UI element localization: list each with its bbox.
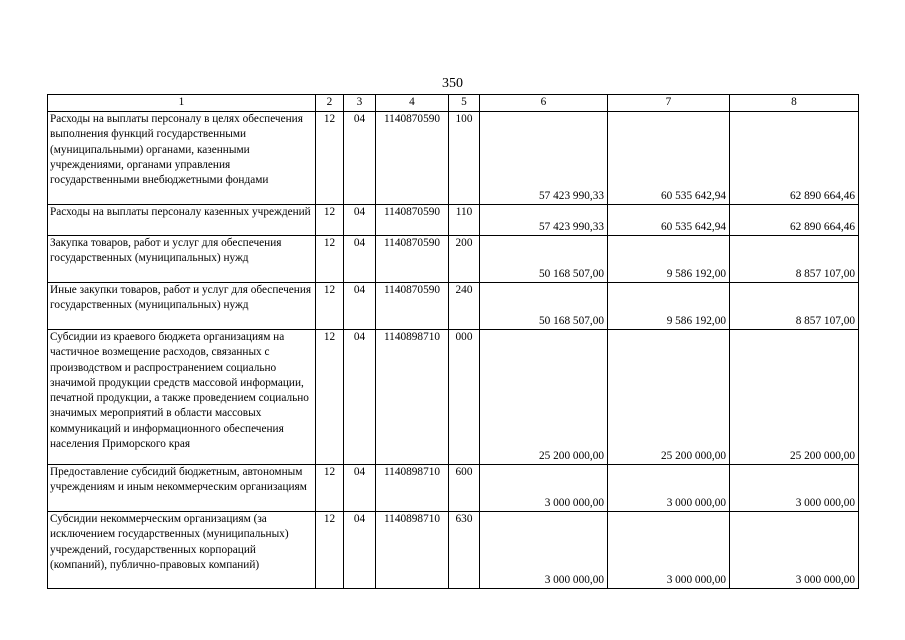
header-col-6: 6 bbox=[480, 95, 608, 112]
section-code: 12 bbox=[316, 112, 344, 205]
expense-name: Предоставление субсидий бюджетным, автономным учреждениям и иным некоммерческим организациям bbox=[48, 465, 316, 512]
amount-year-3: 8 857 107,00 bbox=[730, 236, 859, 283]
amount-year-3: 62 890 664,46 bbox=[730, 112, 859, 205]
amount-year-3: 3 000 000,00 bbox=[730, 512, 859, 589]
amount-year-1: 3 000 000,00 bbox=[480, 465, 608, 512]
amount-year-1: 25 200 000,00 bbox=[480, 330, 608, 465]
page-number: 350 bbox=[442, 76, 463, 91]
amount-year-1: 57 423 990,33 bbox=[480, 205, 608, 236]
expense-name: Субсидии некоммерческим организациям (за исключением государственных (муниципальных) учреждений, государственных корпораций (компаний), публично-правовых компаний) bbox=[48, 512, 316, 589]
header-col-8: 8 bbox=[730, 95, 859, 112]
section-code: 12 bbox=[316, 512, 344, 589]
expense-type-code: 240 bbox=[449, 283, 480, 330]
header-col-4: 4 bbox=[376, 95, 449, 112]
target-article-code: 1140870590 bbox=[376, 205, 449, 236]
amount-year-1: 57 423 990,33 bbox=[480, 112, 608, 205]
table-row bbox=[48, 205, 859, 236]
table-row bbox=[48, 283, 859, 330]
expense-type-code: 000 bbox=[449, 330, 480, 465]
amount-year-2: 3 000 000,00 bbox=[608, 465, 730, 512]
header-col-2: 2 bbox=[316, 95, 344, 112]
amount-year-2: 25 200 000,00 bbox=[608, 330, 730, 465]
budget-table bbox=[47, 94, 859, 589]
expense-type-code: 110 bbox=[449, 205, 480, 236]
header-col-7: 7 bbox=[608, 95, 730, 112]
section-code: 12 bbox=[316, 283, 344, 330]
section-code: 12 bbox=[316, 465, 344, 512]
section-code: 12 bbox=[316, 236, 344, 283]
amount-year-2: 9 586 192,00 bbox=[608, 236, 730, 283]
amount-year-3: 8 857 107,00 bbox=[730, 283, 859, 330]
target-article-code: 1140870590 bbox=[376, 283, 449, 330]
expense-name: Расходы на выплаты персоналу казенных учреждений bbox=[48, 205, 316, 236]
amount-year-2: 60 535 642,94 bbox=[608, 205, 730, 236]
table-row bbox=[48, 465, 859, 512]
amount-year-1: 50 168 507,00 bbox=[480, 283, 608, 330]
expense-type-code: 600 bbox=[449, 465, 480, 512]
amount-year-1: 50 168 507,00 bbox=[480, 236, 608, 283]
expense-name: Субсидии из краевого бюджета организациям на частичное возмещение расходов, связанных с производством и распространением социально значимой продукции средств массовой информации, печатной продукции, а также проведением социально значимых мероприятий в области массовых коммуникаций и информационного обеспечения населения Приморского края bbox=[48, 330, 316, 465]
expense-type-code: 100 bbox=[449, 112, 480, 205]
amount-year-2: 3 000 000,00 bbox=[608, 512, 730, 589]
subsection-code: 04 bbox=[344, 512, 376, 589]
subsection-code: 04 bbox=[344, 465, 376, 512]
expense-name: Иные закупки товаров, работ и услуг для обеспечения государственных (муниципальных) нужд bbox=[48, 283, 316, 330]
expense-type-code: 630 bbox=[449, 512, 480, 589]
expense-name: Закупка товаров, работ и услуг для обеспечения государственных (муниципальных) нужд bbox=[48, 236, 316, 283]
subsection-code: 04 bbox=[344, 236, 376, 283]
header-col-5: 5 bbox=[449, 95, 480, 112]
subsection-code: 04 bbox=[344, 112, 376, 205]
table-row bbox=[48, 330, 859, 465]
target-article-code: 1140898710 bbox=[376, 465, 449, 512]
target-article-code: 1140870590 bbox=[376, 112, 449, 205]
amount-year-2: 9 586 192,00 bbox=[608, 283, 730, 330]
expense-type-code: 200 bbox=[449, 236, 480, 283]
amount-year-1: 3 000 000,00 bbox=[480, 512, 608, 589]
amount-year-3: 62 890 664,46 bbox=[730, 205, 859, 236]
table-row bbox=[48, 112, 859, 205]
target-article-code: 1140898710 bbox=[376, 512, 449, 589]
header-col-1: 1 bbox=[48, 95, 316, 112]
section-code: 12 bbox=[316, 205, 344, 236]
amount-year-3: 3 000 000,00 bbox=[730, 465, 859, 512]
subsection-code: 04 bbox=[344, 283, 376, 330]
target-article-code: 1140870590 bbox=[376, 236, 449, 283]
amount-year-2: 60 535 642,94 bbox=[608, 112, 730, 205]
section-code: 12 bbox=[316, 330, 344, 465]
table-row bbox=[48, 512, 859, 589]
table-row bbox=[48, 236, 859, 283]
subsection-code: 04 bbox=[344, 205, 376, 236]
expense-name: Расходы на выплаты персоналу в целях обеспечения выполнения функций государственными (муниципальными) органами, казенными учреждениями, органами управления государственными внебюджетными фондами bbox=[48, 112, 316, 205]
target-article-code: 1140898710 bbox=[376, 330, 449, 465]
subsection-code: 04 bbox=[344, 330, 376, 465]
header-row bbox=[48, 95, 859, 112]
amount-year-3: 25 200 000,00 bbox=[730, 330, 859, 465]
header-col-3: 3 bbox=[344, 95, 376, 112]
